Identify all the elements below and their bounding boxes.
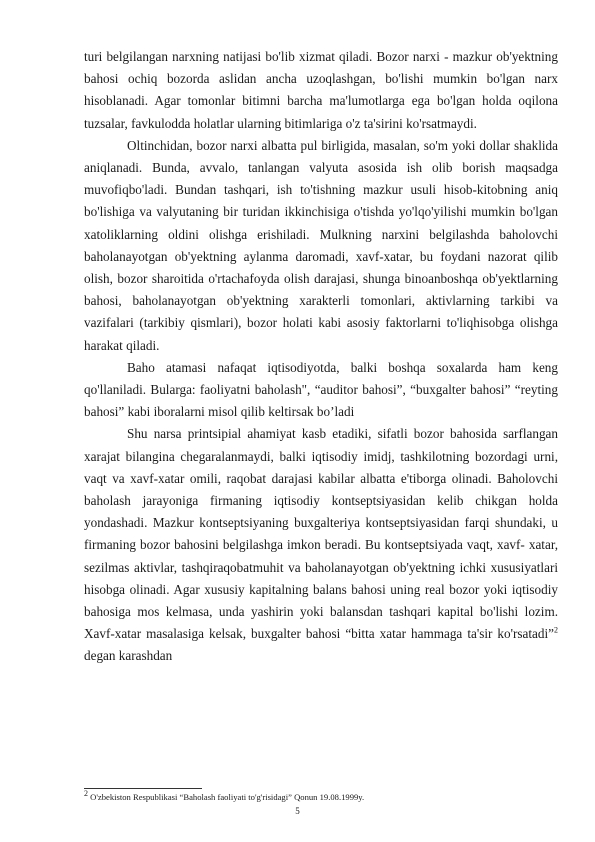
paragraph-3: Baho atamasi nafaqat iqtisodiyotda, balki boshqa soxalarda ham keng qo'llaniladi. Bularga: faoliyatni baholash", “auditor bahosi”, “buxgalter bahosi” “reyting bahosi” kabi iboralarni misol qilib keltirsak bo’ladi <box>84 359 558 420</box>
document-body <box>84 46 558 668</box>
paragraph-4 <box>84 423 558 667</box>
footnote-marker: 2 <box>84 789 88 799</box>
footnote-text: O'zbekiston Respublikasi “Baholash faoliyati to'g'risidagi” Qonun 19.08.1999y. <box>88 792 365 802</box>
footnote-divider <box>84 788 202 789</box>
paragraph-4-tail: degan karashdan <box>84 648 173 664</box>
footnote-reference: 2 <box>554 625 558 635</box>
footnote <box>84 791 558 803</box>
paragraph-2: Oltinchidan, bozor narxi albatta pul birligida, masalan, so'm yoki dollar shaklida aniqlanadi. Bunda, avvalo, tanlangan valyuta asosida ish olib borish maqsadga muvofiqbo'ladi. Bundan tashqari, ish to'tishning mazkur usuli hisob-kitobning aniq bo'lishiga va valyutaning bir turidan ikkinchisiga o'tishda yo'lqo'yilishi mumkin bo'lgan xatoliklarning oldini olishga erishiladi. Mulkning narxini belgilashda baholovchi baholanayotgan ob'yektning aylanma daromadi, xavf-xatar, bu foydani nazorat qilib olish, bozor sharoitida o'rtachafoyda olish darajasi, shunga binoanboshqa ob'yektlarning bahosi, baholanayotgan ob'yektning xarakterli tomonlari, aktivlarning tarkibi va vazifalari (tarkibiy qismlari), bozor holati kabi asosiy faktorlarni to'liqhisobga olishga harakat qiladi. <box>84 137 558 353</box>
paragraph-4-text: Shu narsa printsipial ahamiyat kasb etadiki, sifatli bozor bahosida sarflangan xarajat bilangina chegaralanmaydi, balki iqtisodiy imidj, tashkilotning bozordagi urni, vaqt va xavf-xatar omili, raqobat darajasi kabilar albatta e'tiborga olinadi. Baholovchi baholash jarayoniga firmaning iqtisodiy kontseptsiyasidan kelib chikgan holda yondashadi. Mazkur kontseptsiyaning buxgalteriya kontseptsiyasidan farqi shundaki, u firmaning bozor bahosini belgilashga imkon beradi. Bu kontseptsiyada vaqt, xavf- xatar, sezilmas aktivlar, tashqiraqobatmuhit va baholanayotgan ob'yektning ichki xususiyatlari hisobga olinadi. Agar xususiy kapitalning balans bahosi uning real bozor yoki iqtisodiy bahosiga mos kelmasa, unda yashirin yoki balansdan tashqari kapital bo'lishi lozim. Xavf-xatar masalasiga kelsak, buxgalter bahosi “bitta xatar hammaga ta'sir ko'rsatadi” <box>84 426 558 642</box>
page-number: 5 <box>295 806 300 816</box>
paragraph-1: turi belgilangan narxning natijasi bo'lib xizmat qiladi. Bozor narxi - mazkur ob'yektning bahosi ochiq bozorda aslidan ancha uzoqlashgan, bo'lishi mumkin bo'lgan narx hisoblanadi. Agar tomonlar bitimni barcha ma'lumotlarga ega bo'lgan holda oqilona tuzsalar, favkulodda holatlar ularning bitimlariga o'z ta'sirini ko'rsatmaydi. <box>84 49 558 131</box>
